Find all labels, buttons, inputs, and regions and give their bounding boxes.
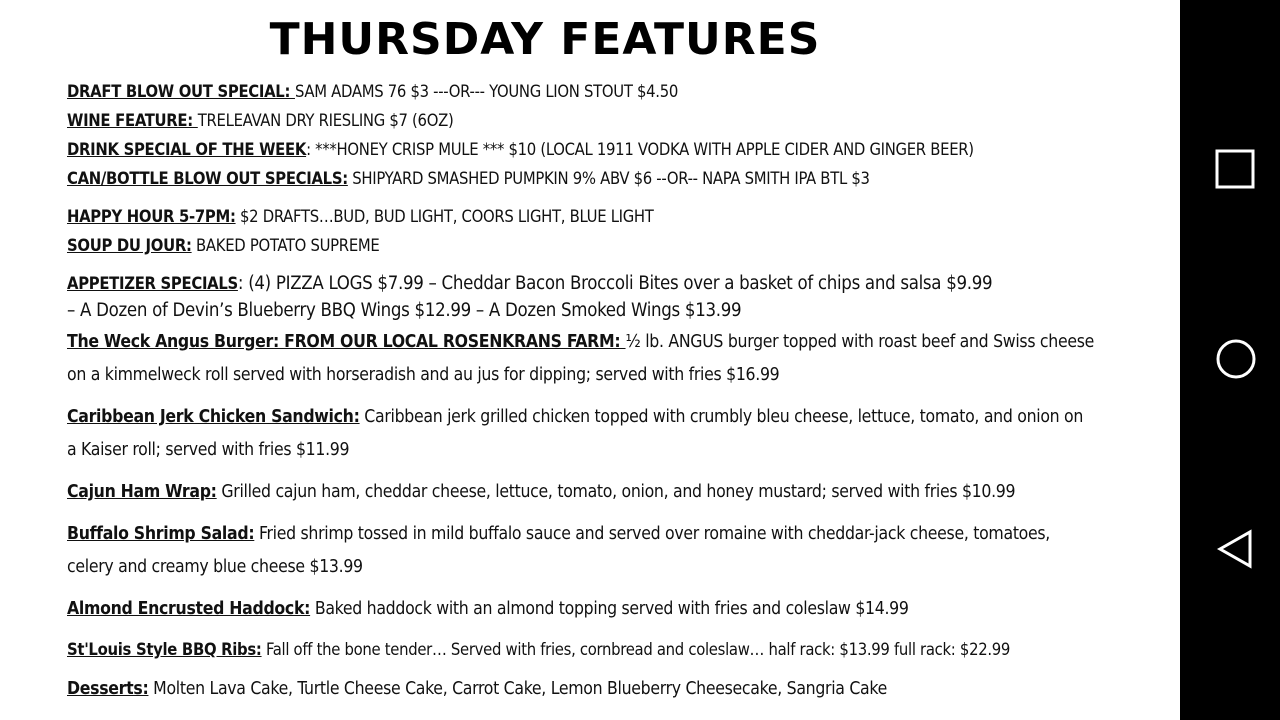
appetizer-text-2: – A Dozen of Devin’s Blueberry BBQ Wings $12.99 – A Dozen Smoked Wings $13.99 — [67, 300, 742, 321]
page-title: THURSDAY FEATURES — [269, 14, 821, 65]
appetizer-label: APPETIZER SPECIALS — [67, 274, 238, 293]
shrimp-salad-text-2: celery and creamy blue cheese $13.99 — [67, 557, 363, 577]
cajun-wrap-label: Cajun Ham Wrap: — [67, 482, 217, 502]
appetizer-line-1 — [67, 273, 992, 294]
desserts-text: Molten Lava Cake, Turtle Cheese Cake, Carrot Cake, Lemon Blueberry Cheesecake, Sangria Cake — [148, 679, 887, 699]
wine-feature-line — [67, 111, 453, 130]
shrimp-salad-line-1 — [67, 524, 1050, 544]
jerk-chicken-text-2: a Kaiser roll; served with fries $11.99 — [67, 440, 350, 460]
desserts-line — [67, 679, 887, 699]
soup-label: SOUP DU JOUR: — [67, 236, 192, 255]
weck-burger-line-2 — [67, 365, 779, 385]
can-bottle-label: CAN/BOTTLE BLOW OUT SPECIALS: — [67, 169, 348, 188]
recents-button[interactable] — [1200, 139, 1260, 199]
home-button[interactable] — [1200, 328, 1260, 388]
appetizer-line-2 — [67, 300, 741, 321]
happy-hour-label: HAPPY HOUR 5-7PM: — [67, 207, 236, 226]
draft-special-label: DRAFT BLOW OUT SPECIAL: — [67, 82, 295, 101]
weck-burger-text-2: on a kimmelweck roll served with horseradish and au jus for dipping; served with fries $16.99 — [67, 365, 780, 385]
jerk-chicken-line-1 — [67, 407, 1083, 427]
wine-feature-text: TRELEAVAN DRY RIESLING $7 (6OZ) — [197, 111, 454, 130]
appetizer-text-1: : (4) PIZZA LOGS $7.99 – Cheddar Bacon Broccoli Bites over a basket of chips and salsa $9.99 — [237, 273, 993, 294]
soup-text: BAKED POTATO SUPREME — [191, 236, 380, 255]
soup-line — [67, 236, 379, 255]
haddock-line — [67, 599, 909, 619]
shrimp-salad-line-2 — [67, 557, 363, 577]
haddock-label: Almond Encrusted Haddock: — [67, 599, 311, 619]
triangle-back-icon — [1200, 518, 1260, 578]
haddock-text: Baked haddock with an almond topping served with fries and coleslaw $14.99 — [310, 599, 909, 619]
weck-burger-text-1: ½ lb. ANGUS burger topped with roast beef and Swiss cheese — [625, 332, 1095, 352]
desserts-label: Desserts: — [67, 679, 149, 699]
android-nav-bar — [1180, 0, 1280, 720]
can-bottle-line — [67, 169, 870, 188]
ribs-line — [67, 640, 1010, 659]
draft-special-line — [67, 82, 678, 101]
can-bottle-text: SHIPYARD SMASHED PUMPKIN 9% ABV $6 --OR-- NAPA SMITH IPA BTL $3 — [347, 169, 870, 188]
jerk-chicken-line-2 — [67, 440, 349, 460]
drink-special-line — [67, 140, 974, 159]
ribs-text: Fall off the bone tender… Served with fries, cornbread and coleslaw… half rack: $13.99 full rack: $22.99 — [261, 640, 1011, 659]
weck-burger-line-1 — [67, 332, 1094, 352]
cajun-wrap-line — [67, 482, 1015, 502]
jerk-chicken-text-1: Caribbean jerk grilled chicken topped with crumbly bleu cheese, lettuce, tomato, and onion on — [359, 407, 1084, 427]
back-button[interactable] — [1200, 518, 1260, 578]
wine-feature-label: WINE FEATURE: — [67, 111, 198, 130]
cajun-wrap-text: Grilled cajun ham, cheddar cheese, lettuce, tomato, onion, and honey mustard; served with fries $10.99 — [216, 482, 1016, 502]
happy-hour-line — [67, 207, 654, 226]
shrimp-salad-text-1: Fried shrimp tossed in mild buffalo sauce and served over romaine with cheddar-jack cheese, tomatoes, — [254, 524, 1051, 544]
drink-special-label: DRINK SPECIAL OF THE WEEK — [67, 140, 307, 159]
circle-icon — [1200, 328, 1260, 388]
shrimp-salad-label: Buffalo Shrimp Salad: — [67, 524, 255, 544]
ribs-label: St'Louis Style BBQ Ribs: — [67, 640, 262, 659]
draft-special-text: SAM ADAMS 76 $3 ---OR--- YOUNG LION STOUT $4.50 — [294, 82, 678, 101]
drink-special-text: : ***HONEY CRISP MULE *** $10 (LOCAL 1911 VODKA WITH APPLE CIDER AND GINGER BEER) — [306, 140, 974, 159]
happy-hour-text: $2 DRAFTS…BUD, BUD LIGHT, COORS LIGHT, BLUE LIGHT — [235, 207, 654, 226]
jerk-chicken-label: Caribbean Jerk Chicken Sandwich: — [67, 407, 360, 427]
square-icon — [1200, 139, 1260, 199]
weck-burger-label: The Weck Angus Burger: FROM OUR LOCAL ROSENKRANS FARM: — [67, 332, 626, 352]
